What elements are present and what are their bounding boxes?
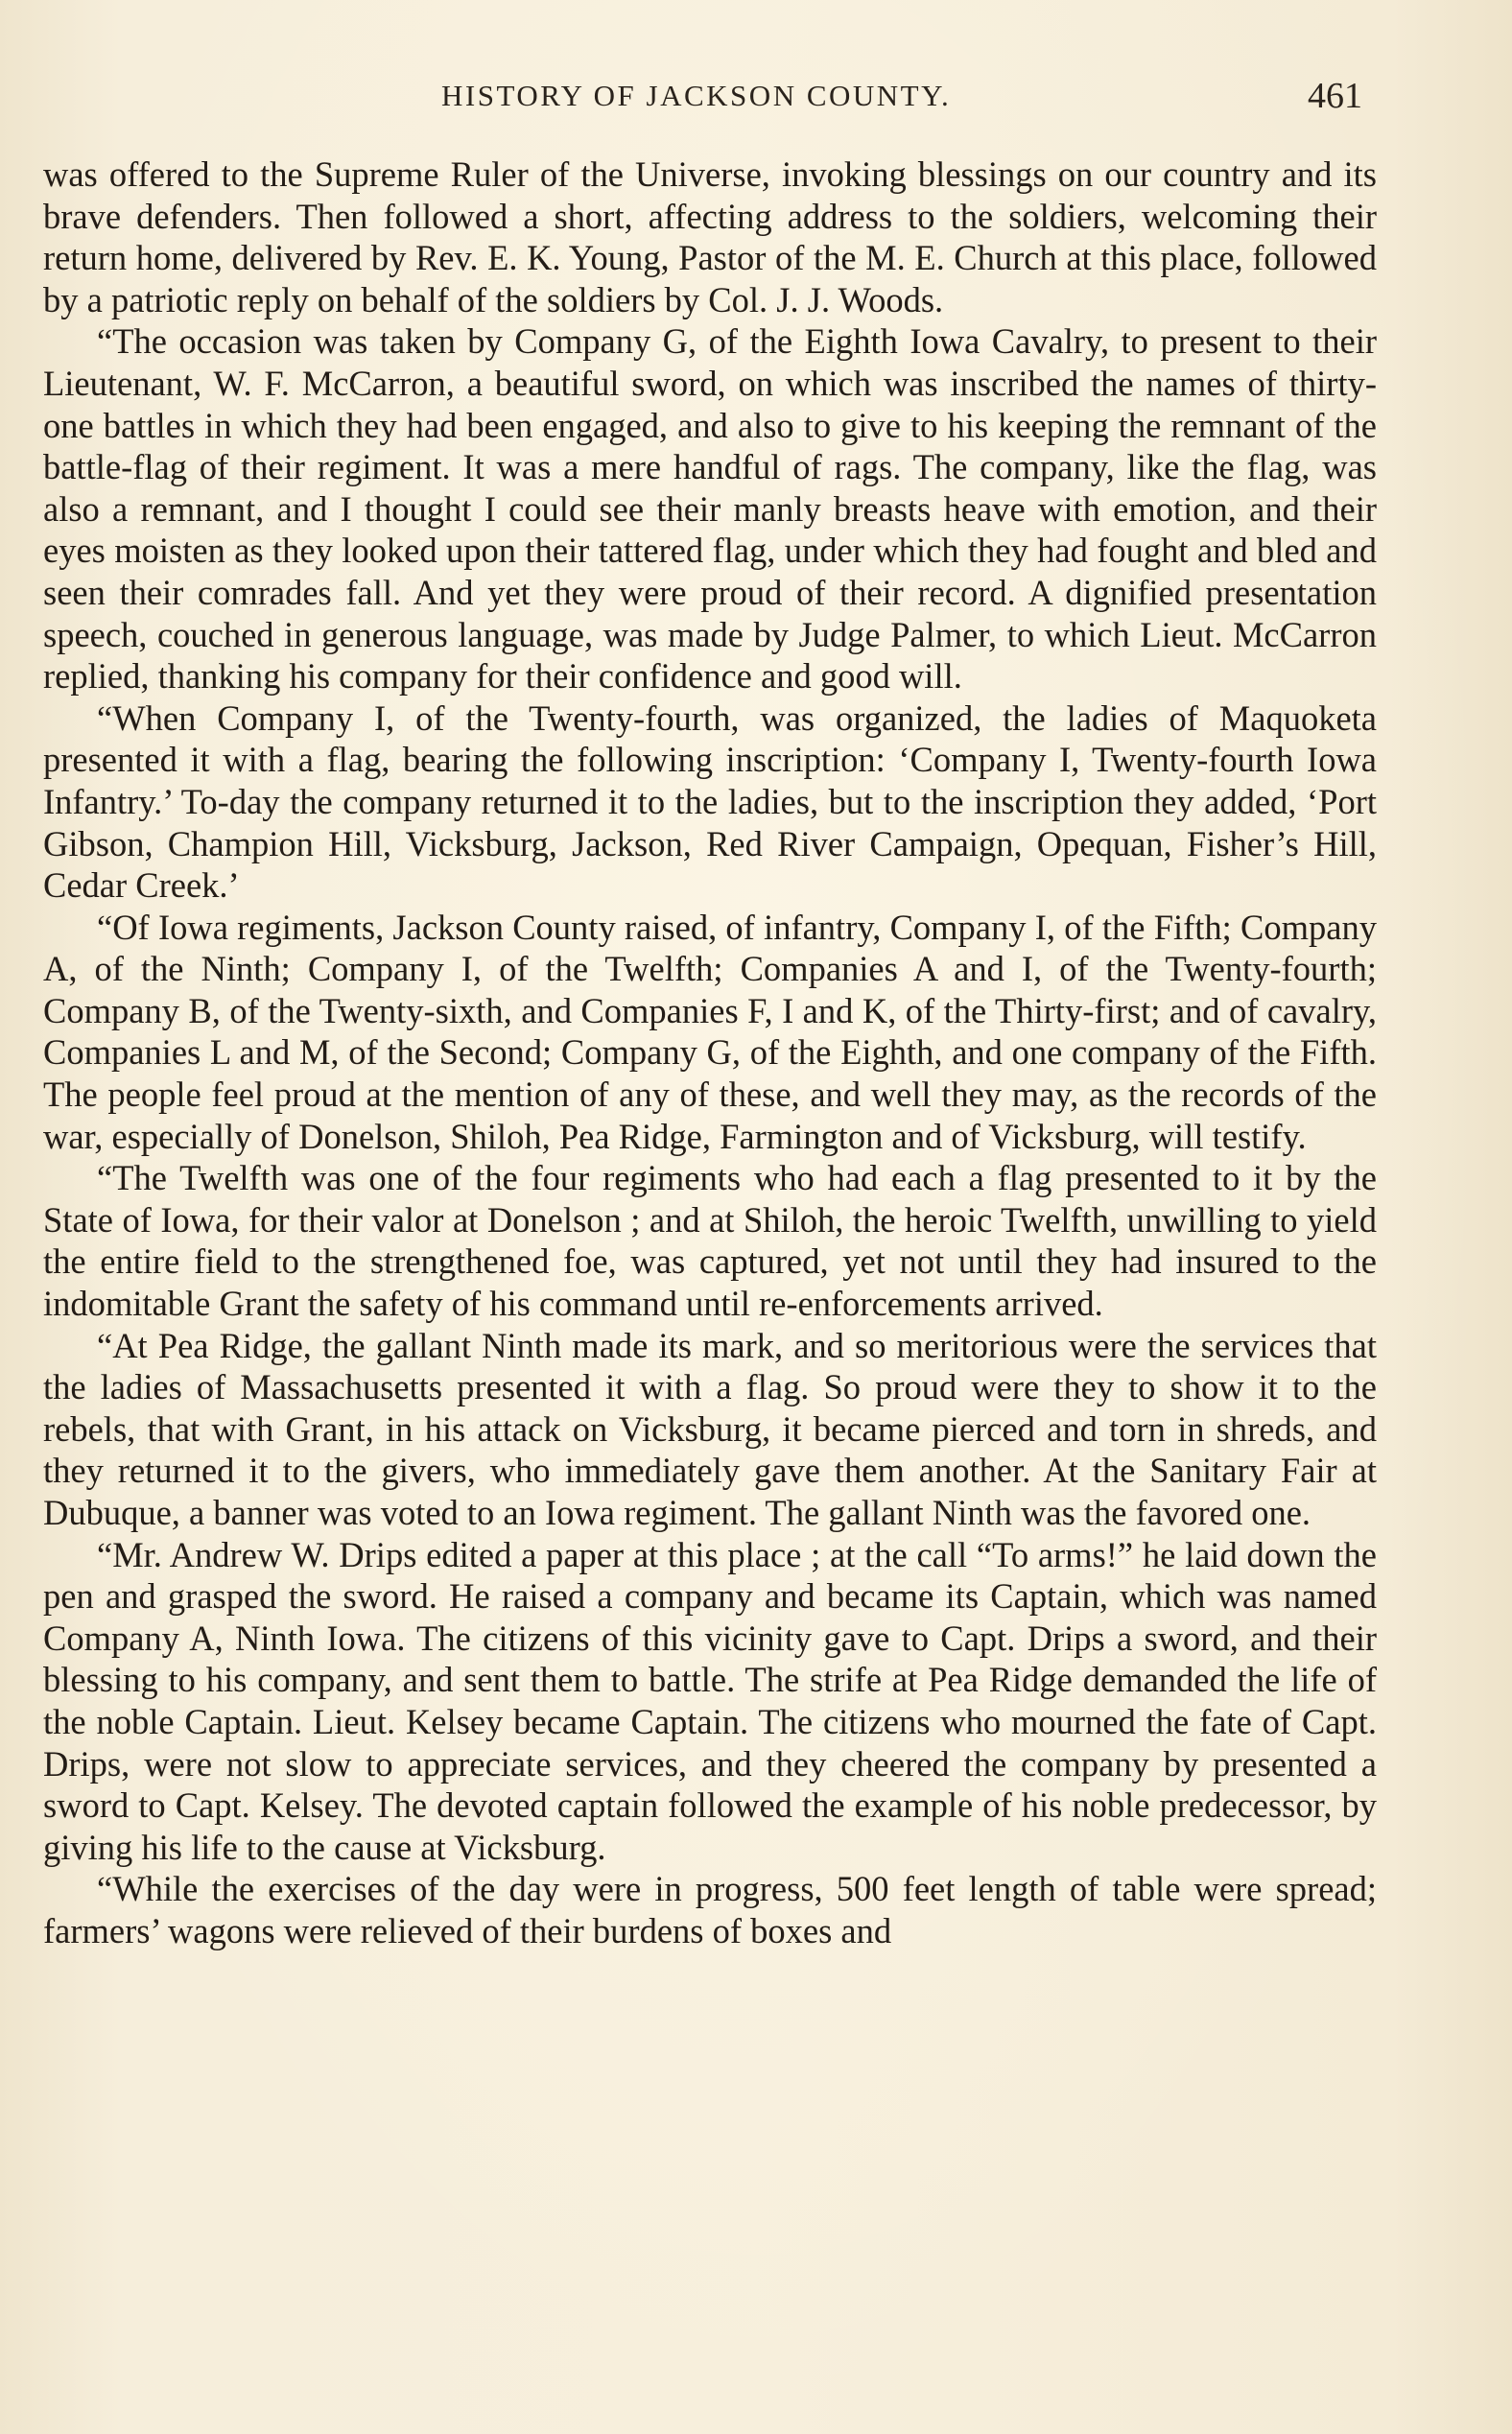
paragraph: “At Pea Ridge, the gallant Ninth made its mark, and so meritorious were the services that the ladies of Massachusetts presented it with a flag. So proud were they to show it to the rebels, that with Grant, in his attack on Vicksburg, it became pierced and torn in shreds, and they returned it to the givers, who immediately gave them another. At the Sanitary Fair at Dubuque, a banner was voted to an Iowa regiment. The gallant Ninth was the favored one. xyxy=(43,1325,1377,1532)
paragraph: “While the exercises of the day were in progress, 500 feet length of table were spread; farmers’ wagons were relieved of their burdens of boxes and xyxy=(43,1869,1377,1950)
body-text xyxy=(43,154,1377,1952)
paragraph: “The Twelfth was one of the four regiments who had each a flag presented to it by the State of Iowa, for their valor at Donelson ; and at Shiloh, the heroic Twelfth, unwilling to yield the entire field to the strengthened foe, was captured, yet not until they had insured to the indomitable Grant the safety of his command until re-enforcements arrived. xyxy=(43,1158,1377,1324)
page-header xyxy=(43,76,1377,127)
page-number: 461 xyxy=(1308,76,1362,116)
running-title: HISTORY OF JACKSON COUNTY. xyxy=(441,79,952,112)
paragraph: “The occasion was taken by Company G, of the Eighth Iowa Cavalry, to present to their Lieutenant, W. F. McCarron, a beautiful sword, on which was inscribed the names of thirty-one battles in which they had been engaged, and also to give to his keeping the remnant of the battle-flag of their regiment. It was a mere handful of rags. The company, like the flag, was also a remnant, and I thought I could see their manly breasts heave with emotion, and their eyes moisten as they looked upon their tattered flag, under which they had fought and bled and seen their comrades fall. And yet they were proud of their record. A dignified presentation speech, couched in generous language, was made by Judge Palmer, to which Lieut. McCarron replied, thanking his company for their confidence and good will. xyxy=(43,321,1377,697)
paragraph: was offered to the Supreme Ruler of the Universe, invoking blessings on our country and its brave defenders. Then followed a short, affecting address to the soldiers, welcoming their return home, delivered by Rev. E. K. Young, Pastor of the M. E. Church at this place, followed by a patriotic reply on behalf of the soldiers by Col. J. J. Woods. xyxy=(43,154,1377,319)
paragraph: “When Company I, of the Twenty-fourth, was organized, the ladies of Maquoketa presented it with a flag, bearing the following inscription: ‘Company I, Twenty-fourth Iowa Infantry.’ To-day the company returned it to the ladies, but to the inscription they added, ‘Port Gibson, Champion Hill, Vicksburg, Jackson, Red River Campaign, Opequan, Fisher’s Hill, Cedar Creek.’ xyxy=(43,697,1377,906)
paragraph: “Mr. Andrew W. Drips edited a paper at this place ; at the call “To arms!” he laid down the pen and grasped the sword. He raised a company and became its Captain, which was named Company A, Ninth Iowa. The citizens of this vicinity gave to Capt. Drips a sword, and their blessing to his company, and sent them to battle. The strife at Pea Ridge demanded the life of the noble Captain. Lieut. Kelsey became Captain. The citizens who mourned the fate of Capt. Drips, were not slow to appreciate services, and they cheered the company by presented a sword to Capt. Kelsey. The devoted captain followed the example of his noble predecessor, by giving his life to the cause at Vicksburg. xyxy=(43,1534,1377,1867)
paragraph: “Of Iowa regiments, Jackson County raised, of infantry, Company I, of the Fifth; Company A, of the Ninth; Company I, of the Twelfth; Companies A and I, of the Twenty-fourth; Company B, of the Twenty-sixth, and Companies F, I and K, of the Thirty-first; and of cavalry, Companies L and M, of the Second; Company G, of the Eighth, and one company of the Fifth. The people feel proud at the mention of any of these, and well they may, as the records of the war, especially of Donelson, Shiloh, Pea Ridge, Farmington and of Vicksburg, will testify. xyxy=(43,907,1377,1156)
